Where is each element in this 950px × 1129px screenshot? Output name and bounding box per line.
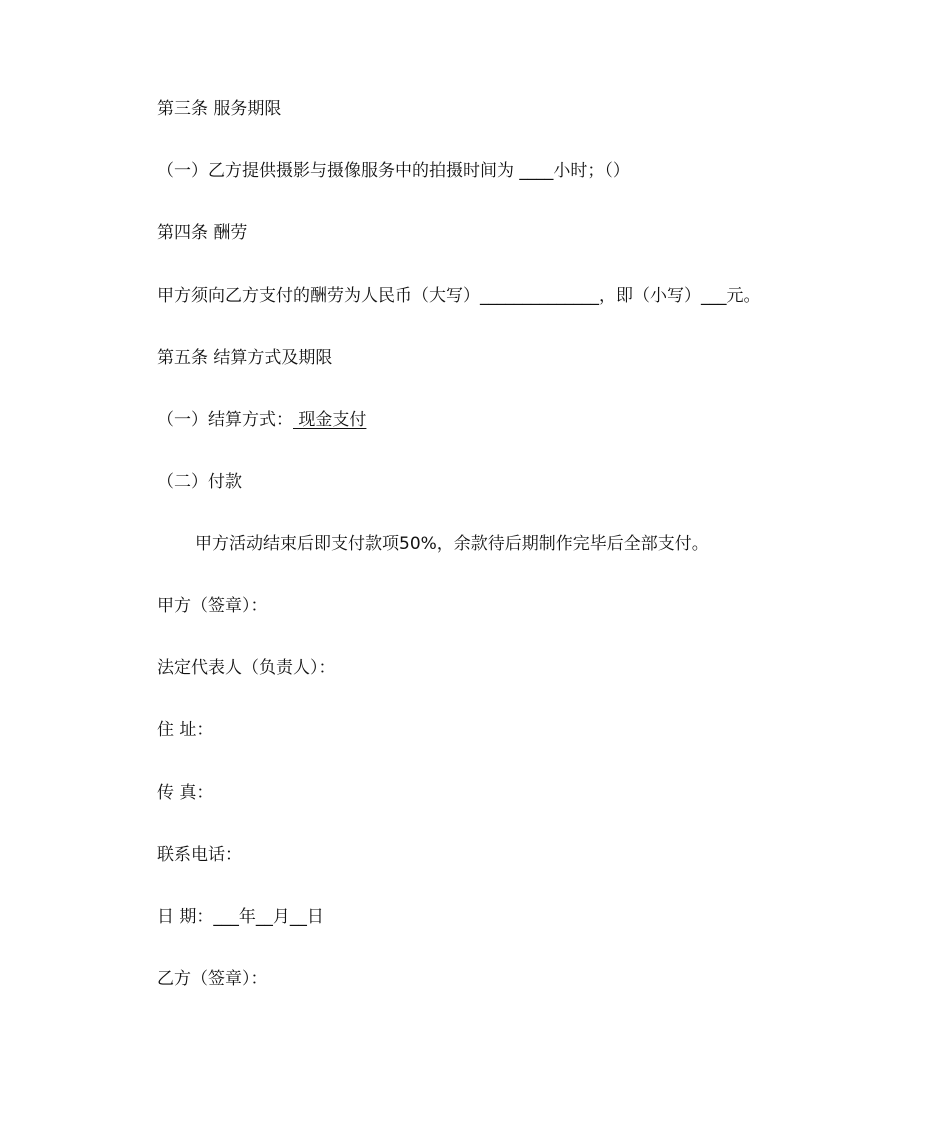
party-a-signature: 甲方（签章）：: [157, 596, 268, 616]
settlement-method-clause: [157, 408, 366, 432]
legal-representative: 法定代表人（负责人）：: [157, 658, 336, 678]
phone-field: 联系电话：: [157, 845, 242, 865]
payment-subheading: （二）付款: [157, 472, 242, 492]
service-hours-clause: （一）乙方提供摄影与摄像服务中的拍摄时间为 ____小时；（）: [157, 161, 630, 181]
fax-field: 传 真：: [157, 783, 214, 803]
article-5-heading: 第五条 结算方式及期限: [157, 348, 333, 368]
article-3-heading: 第三条 服务期限: [157, 99, 282, 119]
article-4-heading: 第四条 酬劳: [157, 223, 248, 243]
address-field: 住 址：: [157, 720, 214, 740]
payment-terms-clause: 甲方活动结束后即支付款项50%，余款待后期制作完毕后全部支付。: [195, 534, 709, 554]
payment-amount-clause: 甲方须向乙方支付的酬劳为人民币（大写）______________，即（小写）___元。: [157, 286, 761, 306]
date-field: 日 期：___年__月__日: [157, 907, 324, 927]
settlement-method-label: （一）结算方式：: [157, 410, 293, 430]
party-b-signature: 乙方（签章）：: [157, 969, 268, 989]
settlement-method-value: 现金支付: [293, 410, 367, 430]
